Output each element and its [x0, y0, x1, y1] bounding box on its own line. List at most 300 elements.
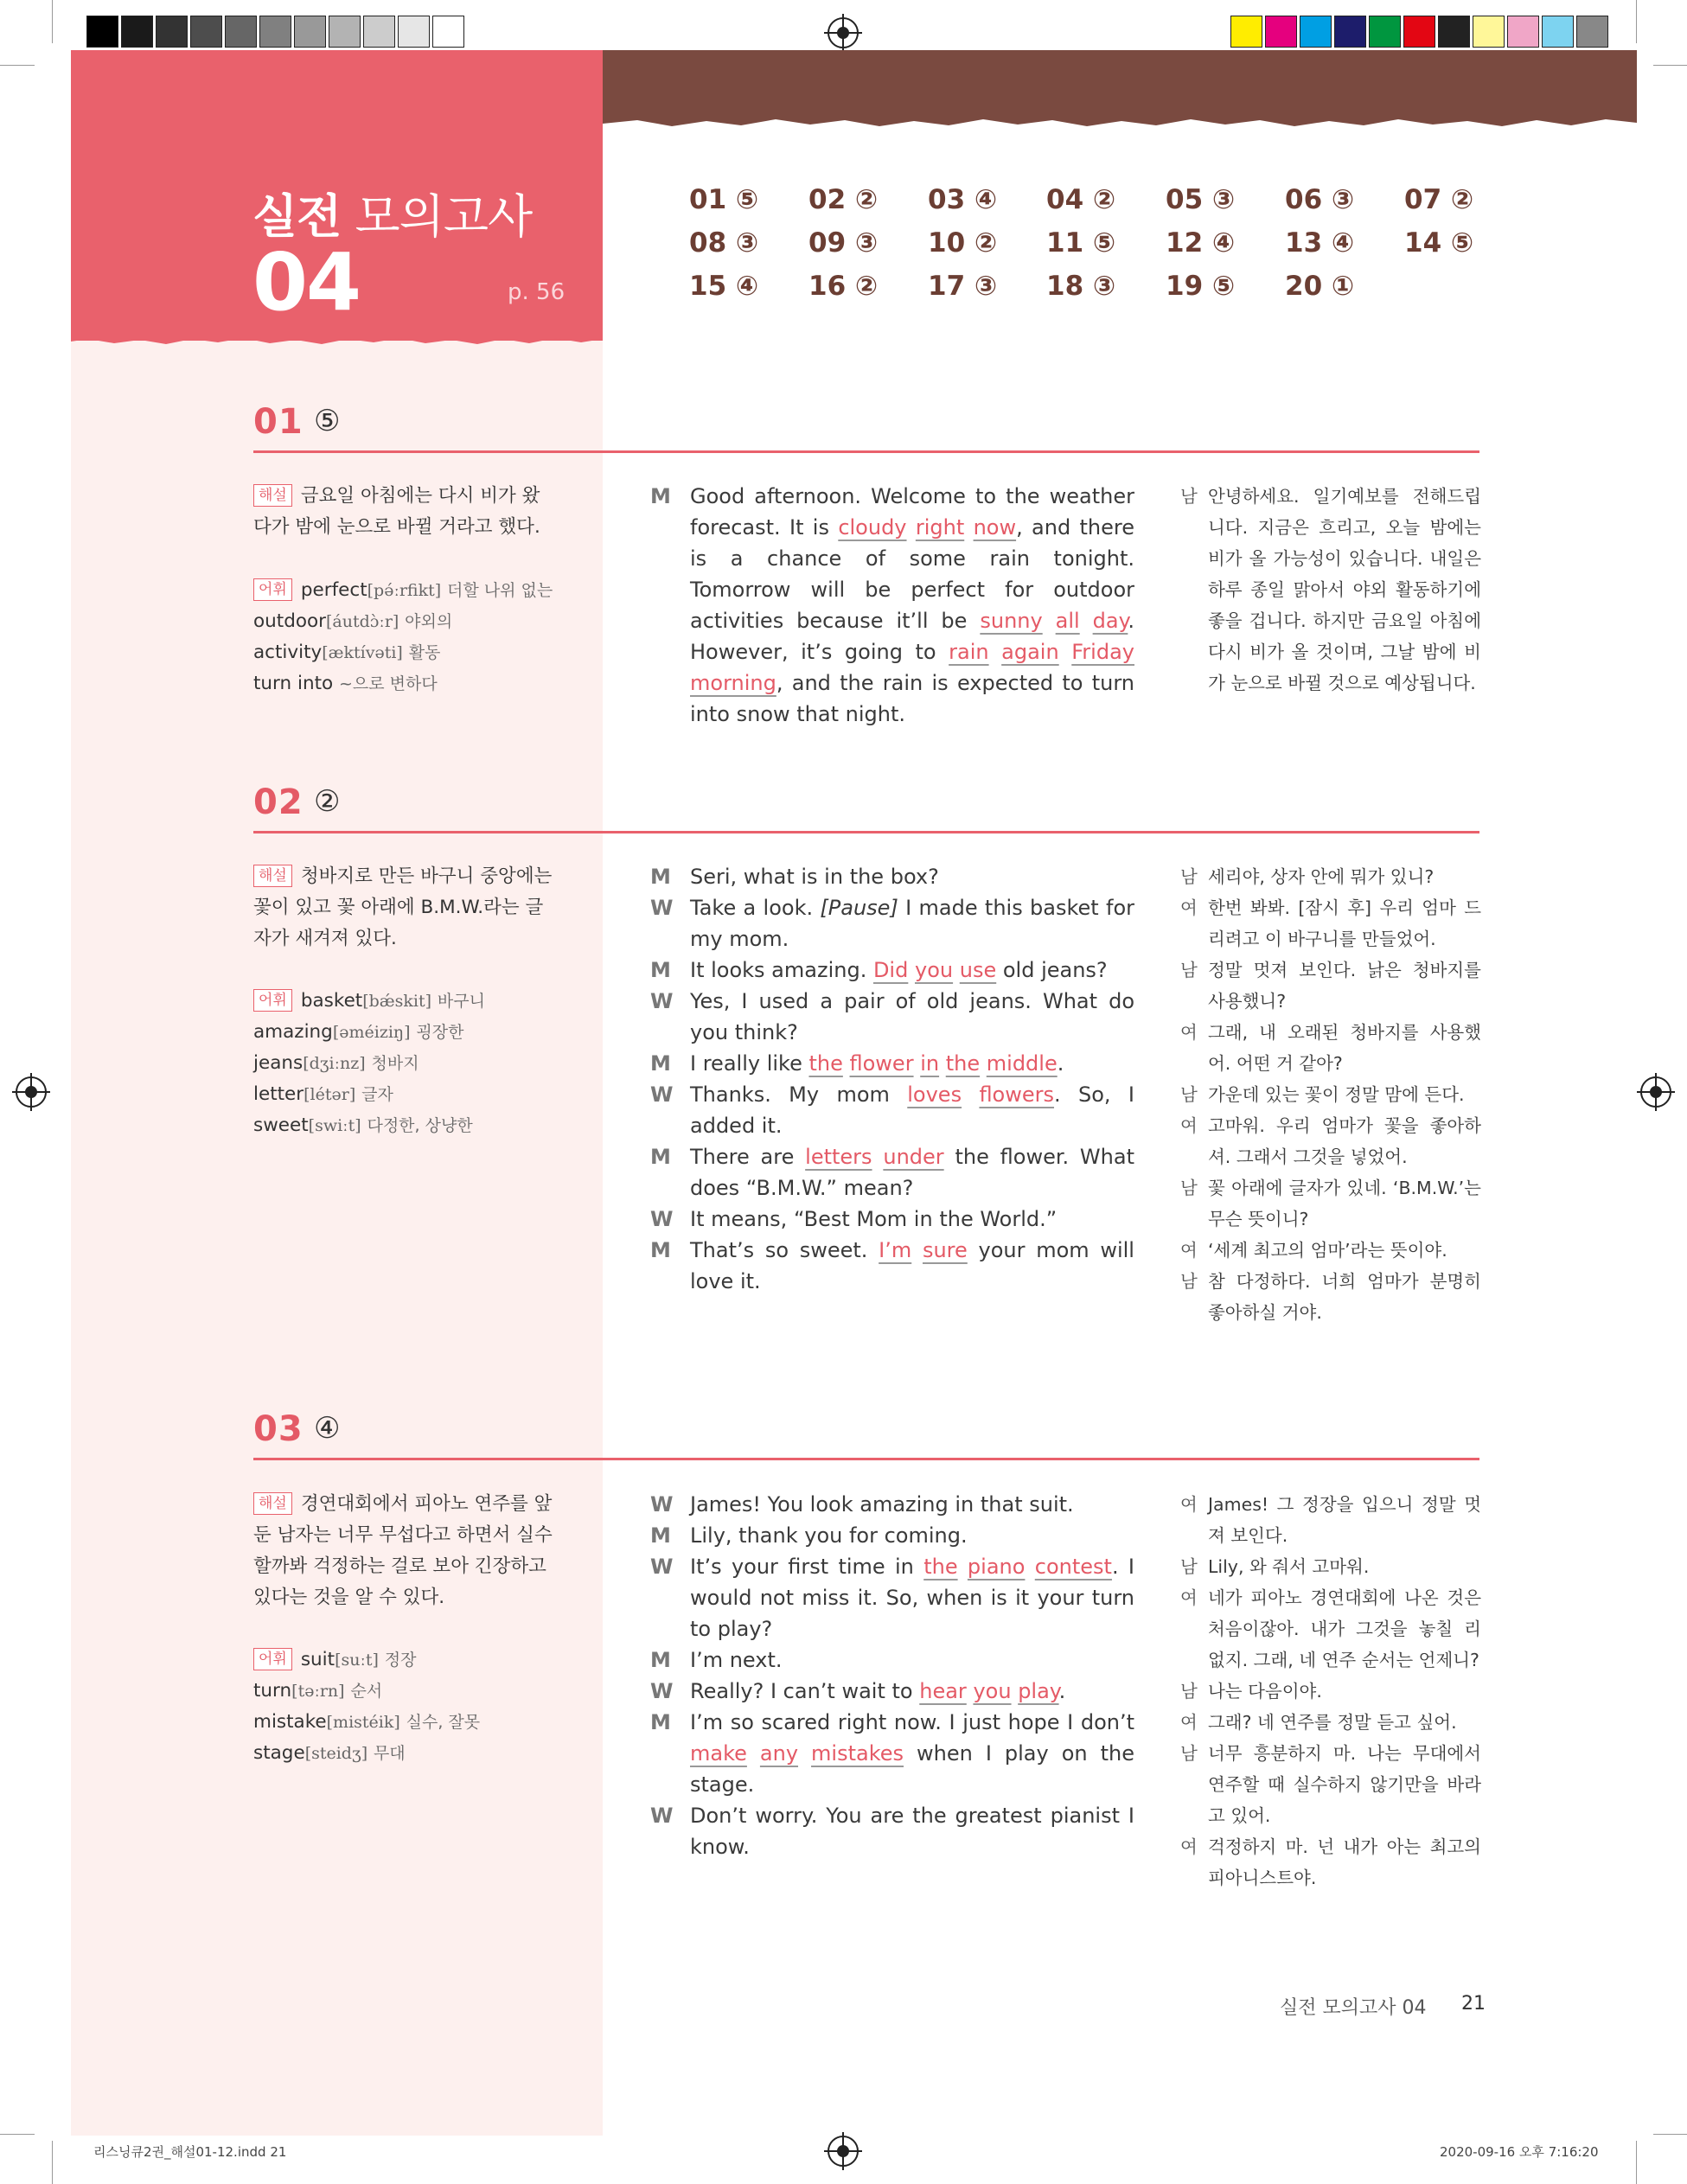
dialogue-text: James! You look amazing in that suit. — [690, 1492, 1074, 1517]
blank-answer-word: under — [883, 1145, 944, 1169]
speaker-label: W — [650, 989, 674, 1013]
dialogue-text: . However, it’s going to — [690, 609, 1134, 664]
speaker-label: M — [650, 1145, 671, 1169]
vocab-word: activity — [253, 642, 323, 663]
dialogue-text: . — [1058, 1679, 1066, 1703]
vocab-meaning: 야외의 — [405, 612, 453, 631]
torn-edge-icon — [603, 116, 1637, 128]
swatch — [1473, 16, 1505, 48]
dialogue-line — [650, 1707, 1134, 1800]
registration-mark-icon — [828, 17, 859, 48]
page-reference: p. 56 — [508, 279, 566, 305]
dialogue-text — [962, 1082, 979, 1107]
answer-item: 17 ③ — [928, 271, 998, 302]
dialogue-text: That’s so sweet. — [690, 1238, 879, 1262]
question-number: 03 — [253, 1409, 304, 1449]
explanation-text: 경연대회에서 피아노 연주를 앞둔 남자는 너무 무섭다고 하면서 실수할까봐 걱정하는 걸로 보아 긴장하고 있다는 것을 알 수 있다. — [253, 1493, 553, 1608]
speaker-label: 남 — [1180, 1178, 1198, 1198]
dialogue-text — [747, 1741, 760, 1766]
dialogue-text: Lily, thank you for coming. — [690, 1523, 968, 1548]
blank-answer-word: piano — [967, 1555, 1026, 1579]
swatch — [1334, 16, 1366, 48]
translation-text: James! 그 정장을 입으니 정말 멋져 보인다. — [1208, 1494, 1481, 1546]
blank-answer-word: play — [1018, 1679, 1059, 1703]
vocab-tag: 어휘 — [253, 989, 292, 1012]
translation-text: 참 다정하다. 너희 엄마가 분명히 좋아하실 거야. — [1208, 1271, 1481, 1323]
answer-item: 02 ② — [808, 184, 879, 215]
dialogue-line — [650, 955, 1134, 986]
vocab-word: letter — [253, 1083, 304, 1105]
vocab-meaning: 활동 — [408, 643, 441, 662]
blank-answer-word: loves — [907, 1082, 962, 1107]
blank-answer-word: the — [923, 1555, 958, 1579]
vocab-meaning: 무대 — [373, 1744, 406, 1763]
vocab-phonetic: [pə́ːrfikt] — [367, 581, 442, 600]
dialogue-text: Yes, I used a pair of old jeans. What do you think? — [690, 989, 1134, 1044]
registration-mark-icon — [828, 2136, 859, 2167]
translation-line — [1180, 481, 1481, 699]
answer-item: 05 ③ — [1166, 184, 1236, 215]
dialogue-text: the flower. What does “B.M.W.” mean? — [690, 1145, 1134, 1200]
translation-line — [1180, 892, 1481, 955]
vocab-phonetic: [dʒiːnz] — [303, 1054, 366, 1073]
dialogue-text: There are — [690, 1145, 806, 1169]
speaker-label: M — [650, 1710, 671, 1734]
blank-answer-word: the — [945, 1051, 981, 1076]
vocab-item — [253, 637, 582, 668]
vocab-item — [253, 1048, 582, 1079]
dialogue-line — [650, 1048, 1134, 1079]
dialogue-text — [798, 1741, 811, 1766]
translation-line — [1180, 1551, 1481, 1582]
section-divider — [253, 1458, 1479, 1460]
translation-line — [1180, 1582, 1481, 1676]
vocab-item — [253, 1110, 582, 1141]
blank-answer-word: flower — [849, 1051, 914, 1076]
speaker-label: 여 — [1180, 1494, 1198, 1515]
speaker-label: W — [650, 896, 674, 920]
title-bold: 실전 — [252, 189, 342, 244]
dialogue-text: your mom will love it. — [690, 1238, 1134, 1293]
dialogue-line — [650, 1676, 1134, 1707]
blank-answer-word: letters — [805, 1145, 872, 1169]
dialogue-text — [939, 1051, 946, 1076]
vocab-phonetic: [æktívəti] — [322, 643, 403, 662]
swatch — [1403, 16, 1435, 48]
translation-text: 정말 멋져 보인다. 낡은 청바지를 사용했니? — [1208, 960, 1481, 1012]
translation-text: 네가 피아노 경연대회에 나온 것은 처음이잖아. 내가 그것을 놓칠 리 없지. 그래, 네 연주 순서는 언제니? — [1208, 1587, 1481, 1670]
title-block — [71, 50, 603, 341]
vocab-phonetic: [swiːt] — [308, 1116, 361, 1135]
vocab-phonetic: [əméiziŋ] — [332, 1023, 411, 1042]
blank-answer-word: sure — [922, 1238, 968, 1262]
speaker-label: M — [650, 484, 671, 508]
vocab-item — [253, 1017, 582, 1048]
vocab-word: turn into — [253, 673, 334, 694]
dialogue — [650, 1489, 1134, 1862]
swatch — [1542, 16, 1574, 48]
dialogue-line — [650, 861, 1134, 892]
title-light: 모의고사 — [355, 189, 533, 244]
vocab-meaning: 더할 나위 없는 — [447, 581, 553, 600]
blank-answer-word: the — [808, 1051, 843, 1076]
vocab-word: jeans — [253, 1052, 304, 1074]
vocab-word: perfect — [300, 579, 367, 601]
blank-answer-word: contest — [1034, 1555, 1112, 1579]
vocab-word: turn — [253, 1680, 292, 1702]
blank-answer-word: mistakes — [811, 1741, 904, 1766]
speaker-label: M — [650, 1238, 671, 1262]
translation-line — [1180, 955, 1481, 1017]
swatch — [121, 16, 153, 48]
question-number: 01 — [253, 402, 304, 442]
answer-item: 19 ⑤ — [1166, 271, 1236, 302]
dialogue-text: I’m next. — [690, 1648, 783, 1672]
translation-line — [1180, 1489, 1481, 1551]
dialogue-text — [989, 640, 1002, 664]
vocabulary — [253, 575, 582, 699]
vocab-meaning: 다정한, 상냥한 — [367, 1116, 473, 1135]
answer-item: 04 ② — [1046, 184, 1116, 215]
dialogue-text — [980, 1051, 987, 1076]
explanation-text: 금요일 아침에는 다시 비가 왔다가 밤에 눈으로 바뀔 거라고 했다. — [253, 485, 540, 538]
speaker-label: M — [650, 958, 671, 982]
blank-answer-word: morning — [690, 671, 776, 695]
dialogue-line — [650, 1520, 1134, 1551]
dialogue-line — [650, 1204, 1134, 1235]
vocab-item — [253, 1676, 582, 1707]
vocab-item — [253, 668, 582, 699]
blank-answer-word: sunny — [980, 609, 1043, 633]
translation — [1180, 1489, 1481, 1893]
vocab-meaning: ~으로 변하다 — [339, 674, 438, 693]
swatch — [1300, 16, 1332, 48]
dialogue-text — [872, 1145, 884, 1169]
blank-answer-word: Friday — [1071, 640, 1134, 664]
vocab-tag: 어휘 — [253, 578, 292, 601]
file-slug: 리스닝큐2권_해설01-12.indd 21 — [93, 2144, 287, 2160]
vocab-phonetic: [suːt] — [335, 1651, 379, 1670]
torn-edge-icon — [71, 334, 603, 346]
answer-item: 01 ⑤ — [689, 184, 759, 215]
vocab-item — [253, 575, 582, 606]
answer-item: 09 ③ — [808, 227, 879, 259]
question-answer: ④ — [314, 1411, 341, 1446]
swatch — [259, 16, 291, 48]
vocab-item — [253, 1707, 582, 1738]
swatch — [1576, 16, 1608, 48]
dialogue-text: . I would not miss it. So, when is it your turn to play? — [690, 1555, 1134, 1641]
dialogue-line — [650, 1489, 1134, 1520]
vocab-word: stage — [253, 1742, 305, 1764]
translation-line — [1180, 1831, 1481, 1893]
vocab-meaning: 실수, 잘못 — [406, 1713, 481, 1732]
translation-line — [1180, 1738, 1481, 1831]
dialogue-text — [908, 958, 915, 982]
explanation-tag: 해설 — [253, 1492, 292, 1515]
answer-item: 03 ④ — [928, 184, 998, 215]
footer-title: 실전 모의고사 04 — [1280, 1997, 1427, 2019]
vocab-word: suit — [300, 1649, 335, 1670]
speaker-label: 남 — [1180, 1084, 1198, 1105]
blank-answer-word: I’m — [879, 1238, 912, 1262]
blank-answer-word: all — [1055, 609, 1080, 633]
swatch — [225, 16, 257, 48]
swatch — [294, 16, 326, 48]
translation-text: 안녕하세요. 일기예보를 전해드립니다. 지금은 흐리고, 오늘 밤에는 비가 올 가능성이 있습니다. 내일은 하루 종일 맑아서 야외 활동하기에 좋을 겁니다. 하지만 금요일 아침에 다시 비가 올 것이며, 그날 밤에 비가 눈으로 바뀔 것으로 예상됩니다. — [1208, 486, 1481, 693]
dialogue-text — [1043, 609, 1056, 633]
dialogue-text: Take a look. — [690, 896, 821, 920]
speaker-label: 남 — [1180, 1556, 1198, 1577]
answer-item: 13 ④ — [1285, 227, 1355, 259]
speaker-label: W — [650, 1082, 674, 1107]
translation-line — [1180, 1235, 1481, 1266]
blank-answer-word: now — [973, 515, 1017, 540]
explanation-tag: 해설 — [253, 865, 292, 887]
blank-answer-word: cloudy — [838, 515, 907, 540]
answer-item: 16 ② — [808, 271, 879, 302]
vocab-item — [253, 1079, 582, 1110]
vocab-meaning: 굉장한 — [416, 1023, 464, 1042]
dialogue-text — [1080, 609, 1093, 633]
translation-line — [1180, 1172, 1481, 1235]
translation-line — [1180, 1079, 1481, 1110]
dialogue-text: . So, I added it. — [690, 1082, 1134, 1138]
dialogue-text: It’s your first time in — [690, 1555, 924, 1579]
translation-line — [1180, 1110, 1481, 1172]
dialogue-line — [650, 1551, 1134, 1644]
dialogue-text: , and the rain is expected to turn into snow that night. — [690, 671, 1134, 726]
blank-answer-word: day — [1092, 609, 1128, 633]
dialogue-line — [650, 892, 1134, 955]
dialogue-line — [650, 1141, 1134, 1204]
question-answer: ② — [314, 784, 341, 819]
dialogue-text: Don’t worry. You are the greatest pianist I know. — [690, 1804, 1134, 1859]
dialogue-text: , and there is a chance of some rain tonight. Tomorrow will be perfect for outdoor activities because it’ll be — [690, 515, 1135, 633]
vocab-item — [253, 1738, 582, 1769]
swatch — [190, 16, 222, 48]
vocab-meaning: 글자 — [361, 1085, 393, 1104]
speaker-label: 남 — [1180, 486, 1198, 507]
swatch — [363, 16, 395, 48]
translation-text: 나는 다음이야. — [1208, 1681, 1322, 1702]
swatch — [1438, 16, 1470, 48]
dialogue-text: I really like — [690, 1051, 809, 1076]
dialogue-text: Really? I can’t wait to — [690, 1679, 920, 1703]
speaker-label: 여 — [1180, 1587, 1198, 1608]
vocab-phonetic: [áutdɔ̀ːr] — [326, 612, 399, 631]
swatch — [1265, 16, 1297, 48]
speaker-label: M — [650, 1523, 671, 1548]
vocab-phonetic: [létər] — [304, 1085, 356, 1104]
dialogue-line — [650, 481, 1134, 730]
dialogue-line — [650, 1644, 1134, 1676]
explanation — [253, 861, 556, 955]
blank-answer-word: you — [973, 1679, 1012, 1703]
dialogue-text — [1059, 640, 1072, 664]
swatch — [156, 16, 188, 48]
translation-text: 고마워. 우리 엄마가 꽃을 좋아하셔. 그래서 그것을 넣었어. — [1208, 1115, 1481, 1167]
translation-text: 한번 봐봐. [잠시 후] 우리 엄마 드리려고 이 바구니를 만들었어. — [1208, 897, 1481, 949]
dialogue-text — [1025, 1555, 1034, 1579]
answer-item: 10 ② — [928, 227, 998, 259]
dialogue-text: Thanks. My mom — [690, 1082, 908, 1107]
speaker-label: 남 — [1180, 960, 1198, 980]
timestamp-slug: 2020-09-16 오후 7:16:20 — [1440, 2144, 1599, 2160]
vocab-phonetic: [steidʒ] — [304, 1744, 368, 1763]
vocab-meaning: 순서 — [350, 1682, 383, 1701]
vocab-meaning: 정장 — [384, 1651, 417, 1670]
speaker-label: 남 — [1180, 1271, 1198, 1292]
dialogue-line — [650, 1079, 1134, 1141]
translation-line — [1180, 1707, 1481, 1738]
speaker-label: M — [650, 1051, 671, 1076]
speaker-label: W — [650, 1679, 674, 1703]
vocab-meaning: 바구니 — [437, 992, 485, 1011]
translation-text: 그래, 내 오래된 청바지를 사용했어. 어떤 거 같아? — [1208, 1022, 1481, 1074]
section-divider — [253, 450, 1479, 453]
dialogue-line — [650, 1800, 1134, 1862]
speaker-label: 여 — [1180, 1022, 1198, 1043]
vocab-word: outdoor — [253, 610, 327, 632]
speaker-label: 여 — [1180, 897, 1198, 918]
answer-item: 18 ③ — [1046, 271, 1116, 302]
speaker-label: 여 — [1180, 1240, 1198, 1261]
translation-text: ‘세계 최고의 엄마’라는 뜻이야. — [1208, 1240, 1447, 1261]
blank-answer-word: again — [1001, 640, 1059, 664]
blank-answer-word: hear — [919, 1679, 967, 1703]
swatch — [432, 16, 464, 48]
vocab-word: mistake — [253, 1711, 327, 1733]
dialogue-text: I made this basket for my mom. — [690, 896, 1135, 951]
registration-mark-icon — [16, 1076, 47, 1108]
translation-line — [1180, 1266, 1481, 1328]
vocab-phonetic: [təːrn] — [291, 1682, 345, 1701]
vocab-item — [253, 606, 582, 637]
swatch — [398, 16, 430, 48]
dialogue-text: old jeans? — [996, 958, 1108, 982]
translation-text: 꽃 아래에 글자가 있네. ‘B.M.W.’는 무슨 뜻이니? — [1208, 1178, 1481, 1229]
explanation — [253, 1489, 556, 1613]
explanation-text: 청바지로 만든 바구니 중앙에는 꽃이 있고 꽃 아래에 B.M.W.라는 글자가 새겨져 있다. — [253, 865, 553, 949]
speaker-label: 여 — [1180, 1836, 1198, 1857]
vocab-item — [253, 986, 582, 1017]
dialogue-line — [650, 1235, 1134, 1297]
dialogue-text: It looks amazing. — [690, 958, 873, 982]
swatch — [1507, 16, 1539, 48]
speaker-label: W — [650, 1492, 674, 1517]
dialogue-text — [953, 958, 960, 982]
blank-answer-word: right — [915, 515, 965, 540]
speaker-label: M — [650, 865, 671, 889]
speaker-label: M — [650, 1648, 671, 1672]
dialogue — [650, 861, 1134, 1297]
answer-item: 14 ⑤ — [1404, 227, 1474, 259]
vocab-meaning: 청바지 — [371, 1054, 419, 1073]
translation-text: Lily, 와 줘서 고마워. — [1208, 1556, 1370, 1577]
dialogue-text: . — [1057, 1051, 1064, 1076]
translation-text: 너무 흥분하지 마. 나는 무대에서 연주할 때 실수하지 않기만을 바라고 있어. — [1208, 1743, 1481, 1826]
translation — [1180, 481, 1481, 699]
blank-answer-word: use — [959, 958, 997, 982]
vocab-phonetic: [mistéik] — [326, 1713, 400, 1732]
question-number: 02 — [253, 782, 304, 822]
translation-text: 그래? 네 연주를 정말 듣고 싶어. — [1208, 1712, 1457, 1733]
registration-mark-icon — [1640, 1076, 1671, 1108]
translation-line — [1180, 1676, 1481, 1707]
speaker-label: W — [650, 1804, 674, 1828]
blank-answer-word: make — [690, 1741, 747, 1766]
translation-text: 세리야, 상자 안에 뭐가 있니? — [1208, 866, 1435, 887]
speaker-label: W — [650, 1207, 674, 1231]
vocab-word: sweet — [253, 1114, 309, 1136]
blank-answer-word: any — [759, 1741, 799, 1766]
swatch — [86, 16, 118, 48]
question-answer: ⑤ — [314, 404, 341, 438]
explanation — [253, 481, 556, 543]
answer-item: 08 ③ — [689, 227, 759, 259]
answer-item: 20 ① — [1285, 271, 1355, 302]
dialogue-text — [907, 515, 916, 540]
translation-text: 걱정하지 마. 넌 내가 아는 최고의 피아니스트야. — [1208, 1836, 1481, 1888]
speaker-label: 여 — [1180, 1115, 1198, 1136]
swatch — [329, 16, 361, 48]
answer-item: 15 ④ — [689, 271, 759, 302]
answer-item: 06 ③ — [1285, 184, 1355, 215]
vocab-phonetic: [bǽskit] — [362, 992, 432, 1011]
speaker-label: W — [650, 1555, 674, 1579]
vocab-tag: 어휘 — [253, 1648, 292, 1670]
swatch — [1230, 16, 1262, 48]
speaker-label: 남 — [1180, 866, 1198, 887]
answer-item: 11 ⑤ — [1046, 227, 1116, 259]
dialogue-text: Good afternoon. Welcome to the weather forecast. It is — [690, 484, 1134, 540]
speaker-label: 여 — [1180, 1712, 1198, 1733]
vocab-item — [253, 1644, 582, 1676]
blank-answer-word: flowers — [979, 1082, 1055, 1107]
stage-direction: [Pause] — [820, 896, 898, 920]
vocab-word: amazing — [253, 1021, 333, 1043]
vocabulary — [253, 986, 582, 1141]
test-number: 04 — [252, 236, 361, 329]
dialogue-text: I’m so scared right now. I just hope I don’t — [690, 1710, 1134, 1734]
header-band — [603, 50, 1637, 119]
translation-line — [1180, 1017, 1481, 1079]
translation-line — [1180, 861, 1481, 892]
blank-answer-word: Did — [872, 958, 909, 982]
translation-text: 가운데 있는 꽃이 정말 맘에 든다. — [1208, 1084, 1465, 1105]
answer-item: 07 ② — [1404, 184, 1474, 215]
answer-item: 12 ④ — [1166, 227, 1236, 259]
dialogue-text: when I play on the stage. — [690, 1741, 1134, 1797]
dialogue-line — [650, 986, 1134, 1048]
dialogue-text: Seri, what is in the box? — [690, 865, 939, 889]
dialogue-text — [911, 1238, 923, 1262]
blank-answer-word: rain — [949, 640, 989, 664]
explanation-tag: 해설 — [253, 484, 292, 507]
dialogue — [650, 481, 1134, 730]
vocabulary — [253, 1644, 582, 1769]
section-divider — [253, 831, 1479, 833]
vocab-word: basket — [300, 990, 363, 1012]
dialogue-text — [958, 1555, 968, 1579]
dialogue-text: It means, “Best Mom in the World.” — [690, 1207, 1058, 1231]
speaker-label: 남 — [1180, 1743, 1198, 1764]
speaker-label: 남 — [1180, 1681, 1198, 1702]
page-number: 21 — [1461, 1993, 1486, 2015]
blank-answer-word: in — [920, 1051, 940, 1076]
swatch — [1369, 16, 1401, 48]
